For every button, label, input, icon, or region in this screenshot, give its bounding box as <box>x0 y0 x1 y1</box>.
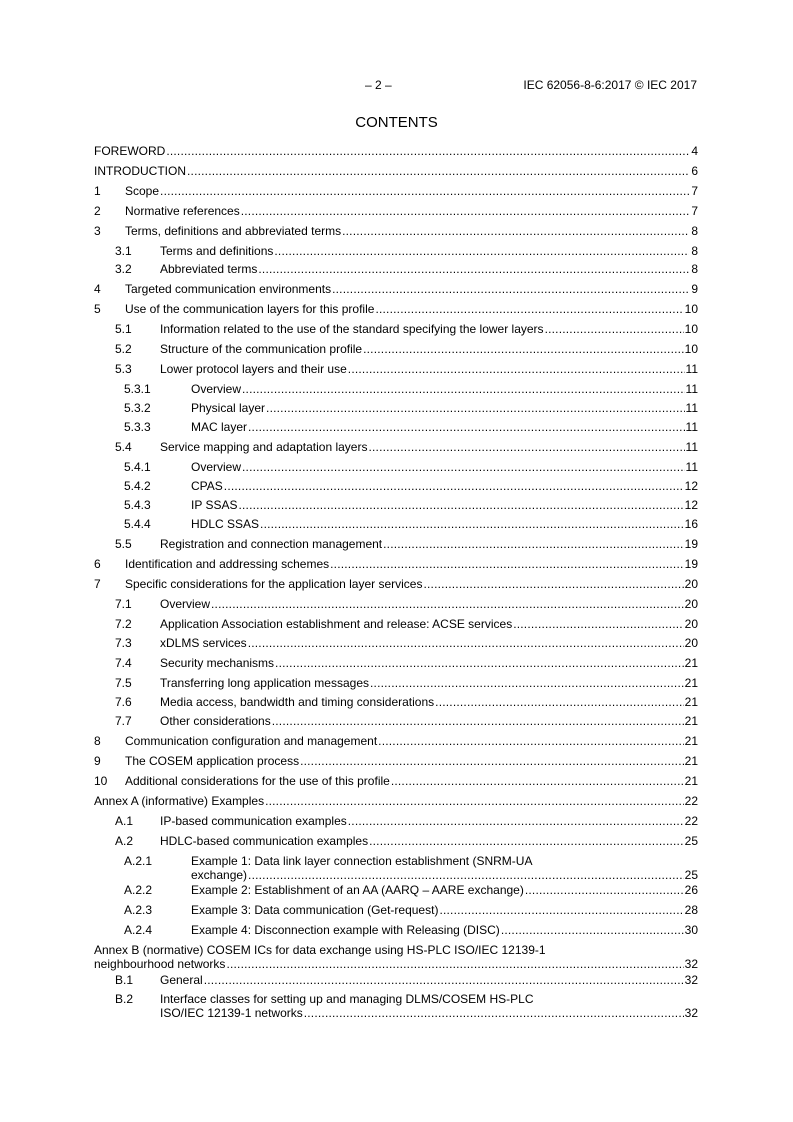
toc-entry-page: 16 <box>684 517 698 531</box>
toc-entry-page: 26 <box>684 883 698 897</box>
toc-entry-title: Information related to the use of the standard specifying the lower layers <box>160 322 544 336</box>
dot-leader <box>378 734 683 748</box>
toc-entry[interactable] <box>94 322 698 336</box>
toc-entry-title: CPAS <box>191 479 223 493</box>
toc-entry-number: 5.3 <box>115 362 132 376</box>
toc-entry[interactable] <box>94 244 698 258</box>
dot-leader <box>513 617 683 631</box>
toc-entry[interactable] <box>94 814 698 828</box>
toc-entry-title: Identification and addressing schemes <box>125 557 330 571</box>
toc-entry-number: 7.7 <box>115 714 132 728</box>
toc-entry[interactable] <box>94 517 698 531</box>
toc-entry-page: 11 <box>685 401 698 415</box>
toc-entry[interactable] <box>94 923 698 937</box>
toc-entry-number: 7.1 <box>115 597 132 611</box>
toc-entry[interactable] <box>94 537 698 551</box>
toc-entry[interactable] <box>94 577 698 591</box>
toc-entry-title: Use of the communication layers for this profile <box>125 302 375 316</box>
toc-entry-title: IP SSAS <box>191 498 238 512</box>
dot-leader <box>265 794 684 808</box>
dot-leader <box>248 868 684 882</box>
toc-entry-number: 7.5 <box>115 676 132 690</box>
toc-entry-page: 12 <box>684 498 698 512</box>
toc-entry[interactable] <box>94 302 698 316</box>
toc-entry-title: Abbreviated terms <box>160 262 258 276</box>
toc-entry-title: Service mapping and adaptation layers <box>160 440 368 454</box>
toc-entry[interactable] <box>94 617 698 631</box>
dot-leader <box>266 401 685 415</box>
toc-entry-page: 32 <box>684 1006 698 1020</box>
toc-entry-page: 12 <box>684 479 698 493</box>
toc-entry-page: 11 <box>685 382 698 396</box>
toc-entry[interactable] <box>94 224 698 238</box>
toc-entry-page: 25 <box>684 834 698 848</box>
toc-entry[interactable] <box>94 973 698 987</box>
toc-entry-title: MAC layer <box>191 420 248 434</box>
toc-entry-page: 22 <box>684 814 698 828</box>
toc-entry-number: 7.2 <box>115 617 132 631</box>
dot-leader <box>211 597 684 611</box>
toc-entry-title-continued: ISO/IEC 12139-1 networks <box>160 1006 303 1020</box>
dot-leader <box>383 537 684 551</box>
dot-leader <box>423 577 683 591</box>
toc-entry-page: 21 <box>684 676 698 690</box>
dot-leader <box>375 302 683 316</box>
toc-entry-number: 8 <box>94 734 101 748</box>
dot-leader <box>363 342 684 356</box>
dot-leader <box>258 262 689 276</box>
toc-entry-title: Overview <box>191 460 242 474</box>
toc-entry-title: Application Association establishment and release: ACSE services <box>160 617 513 631</box>
toc-entry-title: Transferring long application messages <box>160 676 369 690</box>
document-reference: IEC 62056-8-6:2017 © IEC 2017 <box>523 78 697 92</box>
toc-entry-page: 10 <box>684 302 698 316</box>
toc-entry-number: 5.4 <box>115 440 132 454</box>
toc-entry-title: Annex A (informative) Examples <box>94 794 265 808</box>
toc-entry[interactable] <box>94 883 698 897</box>
toc-entry-title: Lower protocol layers and their use <box>160 362 347 376</box>
toc-entry[interactable] <box>94 342 698 356</box>
toc-entry-title: xDLMS services <box>160 636 247 650</box>
dot-leader <box>224 479 684 493</box>
toc-entry-title: Physical layer <box>191 401 266 415</box>
dot-leader <box>226 957 683 971</box>
toc-entry[interactable] <box>94 282 698 296</box>
toc-entry-title: Specific considerations for the application layer services <box>125 577 423 591</box>
toc-entry-page: 20 <box>684 636 698 650</box>
dot-leader <box>204 973 684 987</box>
toc-entry-page: 20 <box>684 617 698 631</box>
toc-entry[interactable] <box>94 479 698 493</box>
dot-leader <box>370 676 684 690</box>
toc-entry-page: 8 <box>691 224 698 238</box>
toc-entry[interactable] <box>94 754 698 768</box>
toc-entry-title-continued: exchange) <box>191 868 248 882</box>
toc-entry-number: 5.5 <box>115 537 132 551</box>
toc-entry-number: B.1 <box>115 973 134 987</box>
toc-entry-page: 21 <box>684 774 698 788</box>
toc-entry-number: 5.1 <box>115 322 132 336</box>
toc-entry-number: A.2.4 <box>124 923 153 937</box>
toc-entry-number: A.2.2 <box>124 883 153 897</box>
toc-entry-page: 4 <box>691 144 698 158</box>
toc-entry-title: Example 4: Disconnection example with Releasing (DISC) <box>191 923 500 937</box>
toc-entry-title: Structure of the communication profile <box>160 342 363 356</box>
toc-entry[interactable] <box>94 262 698 276</box>
toc-entry-page: 7 <box>691 204 698 218</box>
toc-entry[interactable] <box>94 903 698 917</box>
dot-leader <box>525 883 684 897</box>
dot-leader <box>275 656 684 670</box>
toc-entry[interactable] <box>94 636 698 650</box>
toc-entry[interactable] <box>94 144 698 158</box>
toc-entry[interactable] <box>94 794 698 808</box>
toc-entry-title: Registration and connection management <box>160 537 383 551</box>
toc-entry-number: 1 <box>94 184 101 198</box>
toc-entry-number: 5.4.4 <box>124 517 151 531</box>
dot-leader <box>274 244 689 258</box>
toc-entry-number: 9 <box>94 754 101 768</box>
toc-entry-page: 10 <box>684 322 698 336</box>
dot-leader <box>160 184 689 198</box>
toc-entry[interactable] <box>94 676 698 690</box>
toc-entry-page: 6 <box>691 164 698 178</box>
toc-entry-page: 8 <box>691 244 698 258</box>
toc-entry-number: 5.4.2 <box>124 479 151 493</box>
toc-entry-number: 7.4 <box>115 656 132 670</box>
toc-entry-page: 25 <box>684 868 698 882</box>
dot-leader <box>272 714 684 728</box>
toc-entry-title: Example 3: Data communication (Get-request) <box>191 903 439 917</box>
toc-entry-page: 9 <box>691 282 698 296</box>
toc-entry-title: Normative references <box>125 204 240 218</box>
toc-entry[interactable] <box>94 498 698 512</box>
toc-entry[interactable] <box>94 992 698 1020</box>
toc-entry-number: B.2 <box>115 992 134 1006</box>
toc-entry-page: 32 <box>684 973 698 987</box>
toc-entry-title: Media access, bandwidth and timing considerations <box>160 695 435 709</box>
toc-entry-page: 19 <box>684 537 698 551</box>
toc-entry[interactable] <box>94 362 698 376</box>
toc-entry-title: Security mechanisms <box>160 656 275 670</box>
toc-entry-number: 3 <box>94 224 101 238</box>
toc-entry-title: HDLC SSAS <box>191 517 260 531</box>
toc-entry[interactable] <box>94 184 698 198</box>
toc-entry-page: 21 <box>684 714 698 728</box>
dot-leader <box>248 420 685 434</box>
toc-entry-title-continued: neighbourhood networks <box>94 957 226 971</box>
toc-entry[interactable] <box>94 460 698 474</box>
toc-entry-title: Terms and definitions <box>160 244 274 258</box>
dot-leader <box>242 460 685 474</box>
toc-entry[interactable] <box>94 420 698 434</box>
toc-entry-page: 11 <box>685 460 698 474</box>
toc-entry[interactable] <box>94 597 698 611</box>
dot-leader <box>439 903 683 917</box>
dot-leader <box>304 1006 684 1020</box>
toc-entry[interactable] <box>94 774 698 788</box>
dot-leader <box>260 517 684 531</box>
toc-entry-page: 30 <box>684 923 698 937</box>
dot-leader <box>248 636 684 650</box>
toc-entry[interactable] <box>94 943 698 971</box>
toc-entry-page: 21 <box>684 754 698 768</box>
page-number: – 2 – <box>365 78 392 92</box>
toc-entry-title: Communication configuration and management <box>125 734 378 748</box>
toc-entry-number: 7.6 <box>115 695 132 709</box>
toc-entry-page: 11 <box>685 420 698 434</box>
dot-leader <box>342 224 689 238</box>
toc-entry-title: IP-based communication examples <box>160 814 347 828</box>
toc-entry-number: 7 <box>94 577 101 591</box>
page-header <box>0 77 793 93</box>
dot-leader <box>238 498 683 512</box>
toc-entry-number: 3.1 <box>115 244 132 258</box>
dot-leader <box>348 362 685 376</box>
dot-leader <box>435 695 683 709</box>
toc-entry-title: Other considerations <box>160 714 271 728</box>
toc-entry-title: Overview <box>191 382 242 396</box>
dot-leader <box>501 923 684 937</box>
toc-entry-number: 5.3.1 <box>124 382 151 396</box>
toc-entry-number: A.1 <box>115 814 134 828</box>
toc-entry-title: Overview <box>160 597 211 611</box>
toc-entry[interactable] <box>94 382 698 396</box>
toc-entry-number: A.2 <box>115 834 134 848</box>
toc-entry-title: Annex B (normative) COSEM ICs for data exchange using HS-PLC ISO/IEC 12139-1 <box>94 943 546 957</box>
toc-entry[interactable] <box>94 854 698 882</box>
toc-entry-page: 32 <box>684 957 698 971</box>
toc-entry-page: 22 <box>684 794 698 808</box>
dot-leader <box>166 144 689 158</box>
toc-entry-page: 20 <box>684 577 698 591</box>
toc-entry[interactable] <box>94 714 698 728</box>
toc-entry-page: 20 <box>684 597 698 611</box>
toc-entry-number: 6 <box>94 557 101 571</box>
toc-entry[interactable] <box>94 695 698 709</box>
toc-entry-title: General <box>160 973 203 987</box>
toc-entry-number: 4 <box>94 282 101 296</box>
toc-entry-page: 7 <box>691 184 698 198</box>
toc-entry-title: Example 1: Data link layer connection establishment (SNRM-UA <box>191 854 533 868</box>
toc-entry[interactable] <box>94 440 698 454</box>
toc-entry-number: 5.4.3 <box>124 498 151 512</box>
toc-entry-title: The COSEM application process <box>125 754 300 768</box>
toc-entry-page: 28 <box>684 903 698 917</box>
toc-entry-number: 5.4.1 <box>124 460 151 474</box>
toc-entry-page: 21 <box>684 734 698 748</box>
toc-entry-number: 5.3.2 <box>124 401 151 415</box>
toc-entry-page: 11 <box>685 440 698 454</box>
dot-leader <box>368 440 684 454</box>
dot-leader <box>300 754 684 768</box>
toc-entry-page: 21 <box>684 656 698 670</box>
toc-entry-number: 7.3 <box>115 636 132 650</box>
toc-entry-number: 2 <box>94 204 101 218</box>
dot-leader <box>545 322 684 336</box>
toc-entry-title: FOREWORD <box>94 144 166 158</box>
toc-entry[interactable] <box>94 656 698 670</box>
toc-entry-page: 10 <box>684 342 698 356</box>
toc-entry-number: A.2.1 <box>124 854 153 868</box>
toc-entry-page: 11 <box>685 362 698 376</box>
toc-entry-number: A.2.3 <box>124 903 153 917</box>
toc-entry-page: 21 <box>684 695 698 709</box>
dot-leader <box>332 282 689 296</box>
toc-entry-title: Interface classes for setting up and managing DLMS/COSEM HS-PLC <box>160 992 534 1006</box>
toc-entry[interactable] <box>94 401 698 415</box>
toc-entry-title: HDLC-based communication examples <box>160 834 369 848</box>
toc-entry-title: Targeted communication environments <box>125 282 332 296</box>
toc-entry-title: Scope <box>125 184 160 198</box>
toc-entry[interactable] <box>94 204 698 218</box>
toc-entry[interactable] <box>94 557 698 571</box>
toc-entry[interactable] <box>94 834 698 848</box>
toc-entry-page: 8 <box>691 262 698 276</box>
toc-entry[interactable] <box>94 734 698 748</box>
dot-leader <box>242 382 685 396</box>
contents-title: CONTENTS <box>355 114 438 131</box>
toc-entry-title: INTRODUCTION <box>94 164 186 178</box>
dot-leader <box>391 774 684 788</box>
toc-entry-number: 5 <box>94 302 101 316</box>
toc-entry[interactable] <box>94 164 698 178</box>
toc-entry-number: 5.2 <box>115 342 132 356</box>
dot-leader <box>348 814 684 828</box>
dot-leader <box>187 164 689 178</box>
dot-leader <box>330 557 684 571</box>
toc-entry-title: Additional considerations for the use of this profile <box>125 774 390 788</box>
toc-entry-number: 3.2 <box>115 262 132 276</box>
toc-entry-number: 5.3.3 <box>124 420 151 434</box>
toc-entry-number: 10 <box>94 774 108 788</box>
toc-entry-title: Example 2: Establishment of an AA (AARQ – AARE exchange) <box>191 883 524 897</box>
dot-leader <box>369 834 684 848</box>
toc-entry-title: Terms, definitions and abbreviated terms <box>125 224 342 238</box>
toc-entry-page: 19 <box>684 557 698 571</box>
dot-leader <box>241 204 689 218</box>
